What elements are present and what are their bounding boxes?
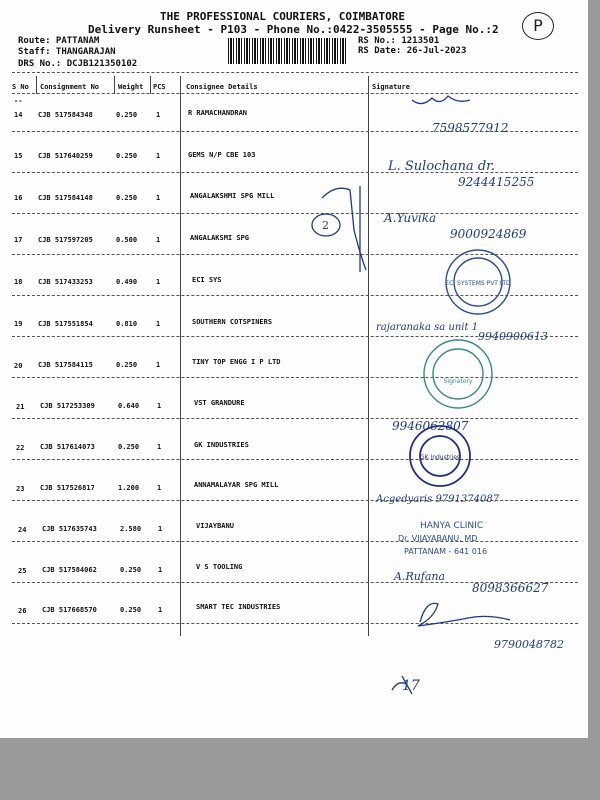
svg-text:Dr. VIJAYABANU, MD: Dr. VIJAYABANU, MD (398, 534, 478, 543)
row-consignment: CJB 517597205 (38, 236, 93, 244)
row-sno: 24 (18, 526, 27, 534)
hw-16: 2 (322, 219, 329, 232)
col-consignee: Consignee Details (186, 83, 258, 91)
hw-15: 9244415255 (458, 175, 535, 189)
row-consignment: CJB 517635743 (42, 525, 97, 533)
row-sno: 16 (14, 194, 23, 202)
row-sno: 14 (14, 111, 23, 119)
col-weight: Weight (118, 83, 144, 91)
tiny-stamp-text: Signatory (443, 378, 473, 385)
row-consignee: GEMS N/P CBE 103 (188, 151, 256, 159)
row-sno: 21 (16, 403, 25, 411)
row-consignee: ANGALAKSHMI SPG MILL (190, 192, 275, 200)
row-consignee: ANGALAKSMI SPG (190, 234, 250, 242)
row-consignment: CJB 517584115 (38, 361, 93, 369)
row-weight: 0.490 (116, 278, 138, 286)
row-consignee: VST GRANDURE (194, 399, 245, 407)
row-consignment: CJB 517551854 (38, 320, 93, 328)
row-weight: 2.580 (120, 525, 142, 533)
row-pcs: 1 (158, 606, 163, 614)
col-sno: S No (12, 83, 29, 91)
col-pcs: PCS (153, 83, 166, 91)
row-consignee: GK INDUSTRIES (194, 441, 249, 449)
hw-26: 9790048782 (494, 638, 564, 651)
row-pcs: 1 (156, 152, 161, 160)
row-pcs: 1 (156, 320, 161, 328)
row-pcs: 1 (157, 484, 162, 492)
row-pcs: 1 (157, 402, 162, 410)
handwritten-notes (322, 121, 564, 694)
row-consignee: V S TOOLING (196, 563, 243, 571)
row-pcs: 1 (156, 278, 161, 286)
col-consignment: Consignment No (40, 83, 100, 91)
row-weight: 0.810 (116, 320, 138, 328)
row-weight: 0.250 (118, 443, 140, 451)
signature-26 (418, 603, 510, 626)
row-weight: 0.250 (120, 566, 142, 574)
row-sno: 18 (14, 278, 23, 286)
hw-21: 9946062807 (392, 419, 469, 433)
row-sno: 22 (16, 444, 25, 452)
hw-17: 9000924869 (450, 227, 527, 241)
row-consignment: CJB 517253309 (40, 402, 95, 410)
row-pcs: 1 (158, 566, 163, 574)
row-pcs: 1 (158, 525, 163, 533)
row-weight: 0.250 (116, 152, 138, 160)
hw-19: 9940900613 (478, 330, 548, 343)
gk-industries-stamp (410, 426, 470, 486)
gk-stamp-text: GK Industries (419, 454, 461, 461)
row-consignment: CJB 517526817 (40, 484, 95, 492)
hw-25: 8098366627 (472, 581, 549, 595)
row-consignee: R RAMACHANDRAN (188, 109, 248, 117)
row-weight: 0.250 (120, 606, 142, 614)
signature-14 (412, 96, 470, 104)
row-consignment: CJB 517433253 (38, 278, 93, 286)
row-pcs: 1 (156, 361, 161, 369)
page-mark-circle: P (522, 12, 554, 40)
row-consignment: CJB 517584148 (38, 194, 93, 202)
runsheet-subtitle: Delivery Runsheet - P103 - Phone No.:0422-3505555 - Page No.:2 (88, 23, 499, 36)
hw-23: Acgedyaris 9791374087 (376, 494, 500, 505)
row-sno: 23 (16, 485, 25, 493)
company-title: THE PROFESSIONAL COURIERS, COIMBATORE (160, 10, 406, 23)
row-pcs: 1 (157, 443, 162, 451)
row-consignee: VIJAYBANU (196, 522, 234, 530)
row-pcs: 1 (156, 194, 161, 202)
row-weight: 0.250 (116, 194, 138, 202)
row-sno: 19 (14, 320, 23, 328)
row-consignee: SOUTHERN COTSPINERS (192, 318, 273, 326)
row-consignee: ANNAMALAYAR SPG MILL (194, 481, 279, 489)
rs-date: RS Date: 26-Jul-2023 (358, 46, 467, 56)
hw-mark: 17 (402, 678, 420, 694)
row-weight: 0.500 (116, 236, 138, 244)
row-consignment: CJB 517584348 (38, 111, 93, 119)
hw-15-name: L. Sulochana dr. (388, 159, 496, 174)
row-sno: 15 (14, 152, 23, 160)
row-weight: 0.250 (116, 111, 138, 119)
row-consignment: CJB 517614073 (40, 443, 95, 451)
svg-text:PATTANAM - 641 016: PATTANAM - 641 016 (404, 547, 488, 556)
rs-number: RS No.: 1213501 (358, 36, 440, 46)
row-sno: 25 (18, 567, 27, 575)
col-signature: Signature (372, 83, 410, 91)
svg-text:HANYA CLINIC: HANYA CLINIC (420, 521, 484, 531)
col-dash: -- (14, 97, 23, 105)
hw-17-name: A.Yuvika (384, 211, 437, 225)
row-pcs: 1 (156, 111, 161, 119)
tiny-top-stamp (424, 340, 492, 408)
row-pcs: 1 (156, 236, 161, 244)
hw-19-name: rajaranaka sa unit 1 (376, 322, 479, 333)
row-consignee: ECI SYS (192, 276, 222, 284)
row-weight: 0.250 (116, 361, 138, 369)
eci-systems-stamp (445, 250, 511, 314)
row-weight: 0.640 (118, 402, 140, 410)
row-consignee: SMART TEC INDUSTRIES (196, 603, 281, 611)
eci-stamp-text: ECI SYSTEMS PVT LTD (445, 280, 511, 287)
staff-label: Staff: THANGARAJAN (18, 47, 116, 57)
hw-25-name: A.Rufana (394, 570, 446, 583)
row-sno: 20 (14, 362, 23, 370)
hanya-clinic-stamp (398, 521, 487, 556)
drs-number: DRS No.: DCJB121350102 (18, 59, 138, 69)
row-weight: 1.200 (118, 484, 140, 492)
hw-14: 7598577912 (432, 121, 509, 135)
row-consignment: CJB 517668570 (42, 606, 97, 614)
route-label: Route: PATTANAM (18, 36, 100, 46)
row-consignment: CJB 517640259 (38, 152, 93, 160)
row-consignee: TINY TOP ENGG I P LTD (192, 358, 281, 366)
row-sno: 26 (18, 607, 27, 615)
row-consignment: CJB 517584062 (42, 566, 97, 574)
row-sno: 17 (14, 236, 23, 244)
